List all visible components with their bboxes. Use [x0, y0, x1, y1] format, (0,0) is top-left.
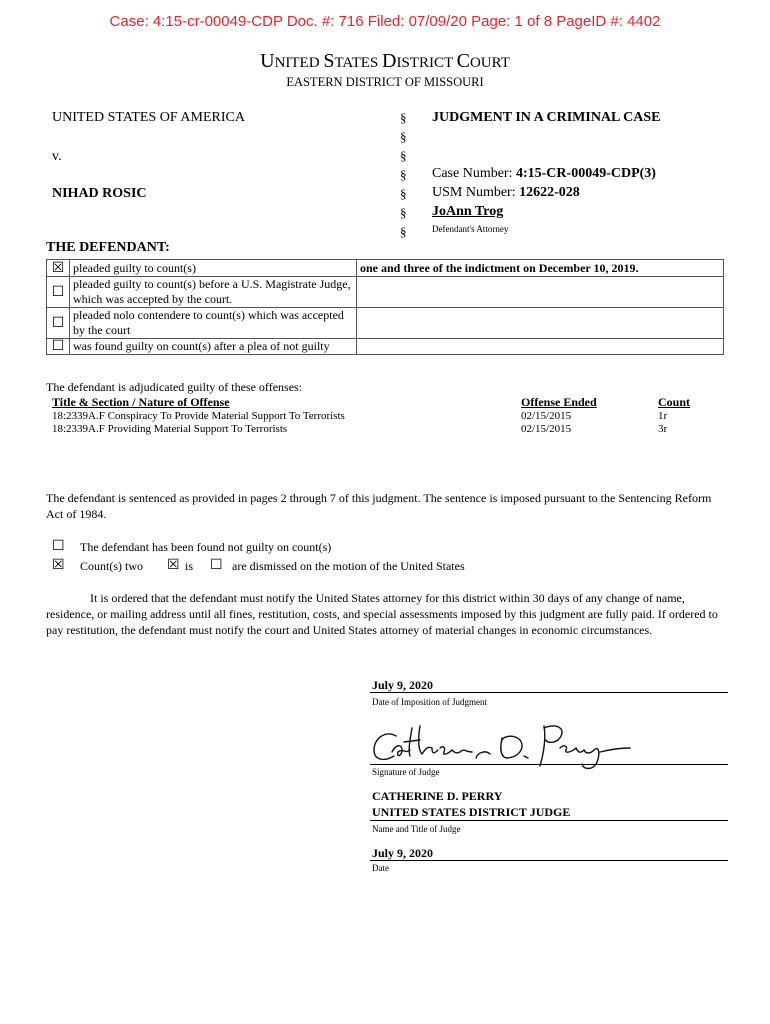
- divider: [370, 764, 728, 765]
- checkbox-unchecked[interactable]: ☐: [47, 308, 70, 339]
- judge-name: CATHERINE D. PERRY: [372, 789, 503, 803]
- offenses-col-title: Title & Section / Nature of Offense: [52, 395, 230, 409]
- court-title: UNITED STATES DISTRICT COURT: [260, 50, 510, 72]
- checkbox-unchecked[interactable]: ☐: [52, 539, 65, 554]
- plea-value: one and three of the indictment on December 10, 2019.: [357, 260, 724, 277]
- dismissed-counts-text: Count(s) two: [80, 559, 143, 573]
- section-symbol: §: [400, 148, 407, 163]
- date-label: Date: [372, 863, 389, 873]
- offenses-col-ended: Offense Ended: [521, 395, 597, 409]
- imposition-date-label: Date of Imposition of Judgment: [372, 697, 487, 707]
- plea-label: pleaded nolo contendere to count(s) which was accepted by the court: [70, 308, 357, 339]
- are-dismissed-text: are dismissed on the motion of the United States: [232, 559, 465, 573]
- signed-date: July 9, 2020: [372, 846, 434, 860]
- checkbox-checked[interactable]: ☒: [47, 260, 70, 277]
- signature-label: Signature of Judge: [372, 767, 440, 777]
- checkbox-unchecked[interactable]: ☐: [47, 277, 70, 308]
- plea-row: [47, 277, 724, 308]
- plea-row: [47, 308, 724, 339]
- section-symbol: §: [400, 205, 407, 220]
- plea-table: [46, 259, 724, 355]
- offense-title: 18:2339A.F Conspiracy To Provide Material Support To Terrorists: [52, 410, 345, 422]
- sentence-text: The defendant is sentenced as provided in pages 2 through 7 of this judgment. The sentence is imposed pursuant to the Sentencing Reform Act of 1984.: [46, 491, 712, 521]
- judge-title: UNITED STATES DISTRICT JUDGE: [372, 805, 571, 819]
- court-district: EASTERN DISTRICT OF MISSOURI: [286, 75, 484, 89]
- divider: [370, 820, 728, 821]
- section-symbol: §: [400, 110, 407, 125]
- checkbox-checked[interactable]: ☒: [52, 558, 65, 573]
- versus: v.: [52, 149, 62, 164]
- plea-value: [357, 339, 724, 355]
- plea-label: pleaded guilty to count(s) before a U.S. Magistrate Judge, which was accepted by the court.: [70, 277, 357, 308]
- order-text: It is ordered that the defendant must notify the United States attorney for this district within 30 days of any change of name, residence, or mailing address until all fines, restitution, costs, and special assessments imposed by this judgment are fully paid. If ordered to pay restitution, the defendant must notify the court and United States attorney of material changes in economic circumstances.: [46, 591, 718, 637]
- plea-label: pleaded guilty to count(s): [70, 260, 357, 277]
- plaintiff-name: UNITED STATES OF AMERICA: [52, 110, 245, 125]
- not-guilty-text: The defendant has been found not guilty on count(s): [80, 540, 332, 554]
- offense-count: 3r: [658, 423, 668, 435]
- plea-value: [357, 308, 724, 339]
- imposition-date: July 9, 2020: [372, 678, 434, 692]
- defendant-name: NIHAD ROSIC: [52, 186, 147, 201]
- name-title-label: Name and Title of Judge: [372, 824, 461, 834]
- plea-value: [357, 277, 724, 308]
- section-symbol: §: [400, 167, 407, 182]
- divider: [370, 692, 728, 693]
- usm-number: USM Number: 12622-028: [432, 185, 580, 200]
- case-number: Case Number: 4:15-CR-00049-CDP(3): [432, 166, 656, 181]
- judgment-title: JUDGMENT IN A CRIMINAL CASE: [432, 110, 661, 125]
- plea-label: was found guilty on count(s) after a plea of not guilty: [70, 339, 357, 355]
- plea-row: [47, 339, 724, 355]
- offenses-intro: The defendant is adjudicated guilty of these offenses:: [46, 380, 303, 394]
- defendant-section-heading: THE DEFENDANT:: [46, 240, 170, 255]
- offense-count: 1r: [658, 410, 668, 422]
- offense-ended: 02/15/2015: [521, 410, 572, 422]
- checkbox-checked[interactable]: ☒: [167, 558, 180, 573]
- section-symbol: §: [400, 224, 407, 239]
- section-symbol: §: [400, 129, 407, 144]
- divider: [370, 860, 728, 861]
- defense-attorney-caption: Defendant's Attorney: [432, 224, 509, 234]
- checkbox-unchecked[interactable]: ☐: [47, 339, 70, 355]
- offense-title: 18:2339A.F Providing Material Support To Terrorists: [52, 423, 288, 435]
- offenses-col-count: Count: [658, 395, 691, 409]
- plea-row: [47, 260, 724, 277]
- defense-attorney: JoAnn Trog: [432, 204, 504, 219]
- offense-ended: 02/15/2015: [521, 423, 572, 435]
- case-header-stamp: Case: 4:15-cr-00049-CDP Doc. #: 716 Filed: 07/09/20 Page: 1 of 8 PageID #: 4402: [109, 13, 661, 30]
- is-text: is: [185, 559, 194, 573]
- checkbox-unchecked[interactable]: ☐: [210, 558, 223, 573]
- section-symbol: §: [400, 186, 407, 201]
